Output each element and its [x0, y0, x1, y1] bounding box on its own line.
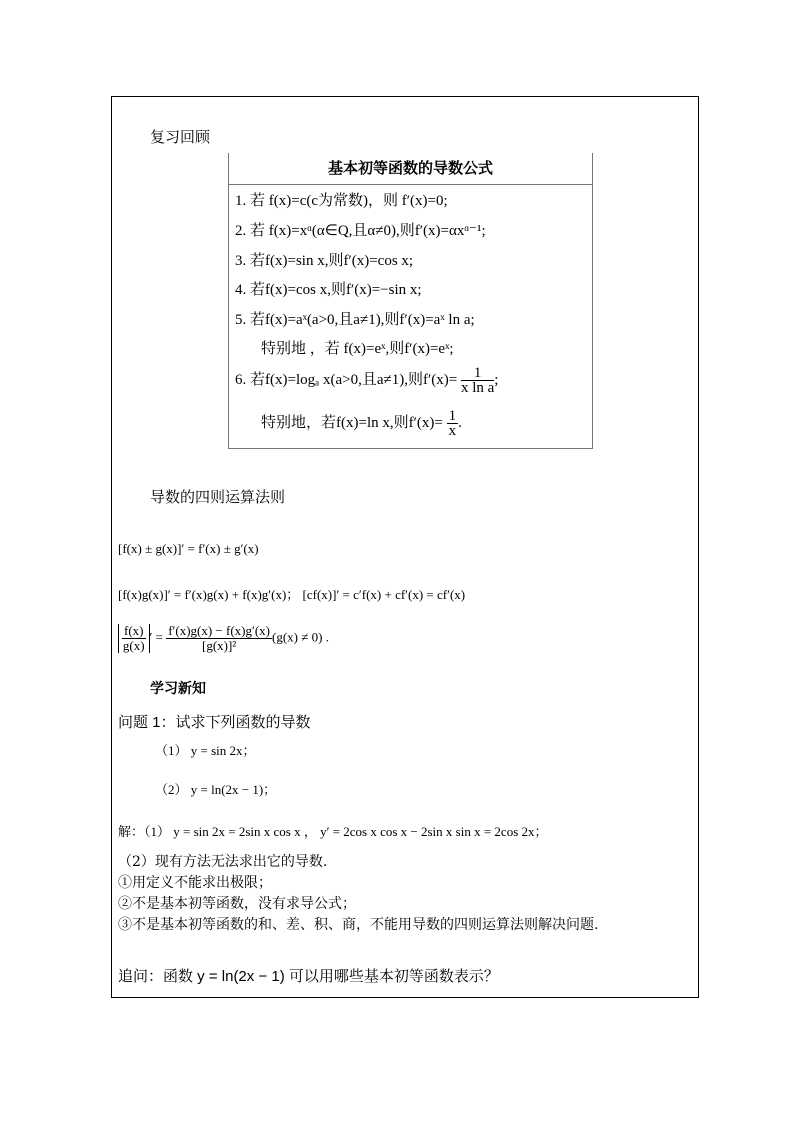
formula-row-5: 5. 若f(x)=aˣ(a>0,且a≠1),则f′(x)=aˣ ln a; [235, 312, 475, 328]
formula-row-5-special: 特别地 ，若 f(x)=eˣ,则f′(x)=eˣ; [261, 341, 454, 357]
rule-product: [f(x)g(x)]′ = f′(x)g(x) + f(x)g′(x)； [cf(x)]′ = c′f(x) + cf′(x) = cf′(x) [118, 587, 466, 602]
reason-1: ①用定义不能求出极限； [118, 875, 272, 891]
formula-row-6-special: 特别地，若f(x)=ln x,则f′(x)= $\frac{1}{x}$ . [261, 408, 462, 439]
question-1-part-2: （2） y = ln(2x − 1)； [155, 782, 277, 797]
solution-part-1: 解：（1） y = sin 2x = 2sin x cos x ， y′ = 2cos x cos x − 2sin x sin x = 2cos 2x； [118, 824, 548, 839]
reason-3: ③不是基本初等函数的和、差、积、商，不能用导数的四则运算法则解决问题. [118, 917, 599, 933]
review-heading: 复习回顾 [150, 129, 211, 146]
question-1-part-1: （1） y = sin 2x； [155, 743, 256, 758]
derivative-formula-table [228, 153, 593, 449]
rule-quotient: $\frac{f(x)}{g(x)}$ ′ = $\frac{f'(x)g(x) - f(x)g'(x)}{\text{[g(x)]²}}$ (g(x) ≠ 0) . [118, 624, 329, 653]
formula-row-1: 1. 若 f(x)=c(c为常数)，则 f′(x)=0; [235, 193, 448, 209]
reason-2: ②不是基本初等函数，没有求导公式； [118, 896, 356, 912]
rule-sum: [f(x) ± g(x)]′ = f′(x) ± g′(x) [118, 541, 259, 556]
formula-row-6-fraction: $\frac{1}{\text{x ln a}}$ [460, 365, 495, 396]
rules-heading: 导数的四则运算法则 [150, 489, 286, 506]
formula-row-6-special-fraction: $\frac{1}{x}$ [448, 408, 457, 439]
follow-up-question: 追问：函数 y = ln(2x − 1) 可以用哪些基本初等函数表示？ [118, 968, 499, 985]
formula-row-2: 2. 若 f(x)=xᵅ(α∈Q,且α≠0),则f′(x)=αxᵅ⁻¹; [235, 223, 486, 239]
formula-table-header: 基本初等函数的导数公式 [229, 153, 592, 185]
formula-row-3: 3. 若f(x)=sin x,则f′(x)=cos x; [235, 253, 414, 269]
solution-part-2: （2）现有方法无法求出它的导数. [118, 854, 328, 870]
new-knowledge-heading: 学习新知 [150, 680, 206, 696]
question-1: 问题 1：试求下列函数的导数 [118, 714, 311, 731]
formula-row-6: 6. 若f(x)=logₐ x(a>0,且a≠1),则f′(x)= $\frac{1}{\text{x ln a}}$ ; [235, 365, 499, 396]
formula-row-4: 4. 若f(x)=cos x,则f′(x)=−sin x; [235, 282, 422, 298]
